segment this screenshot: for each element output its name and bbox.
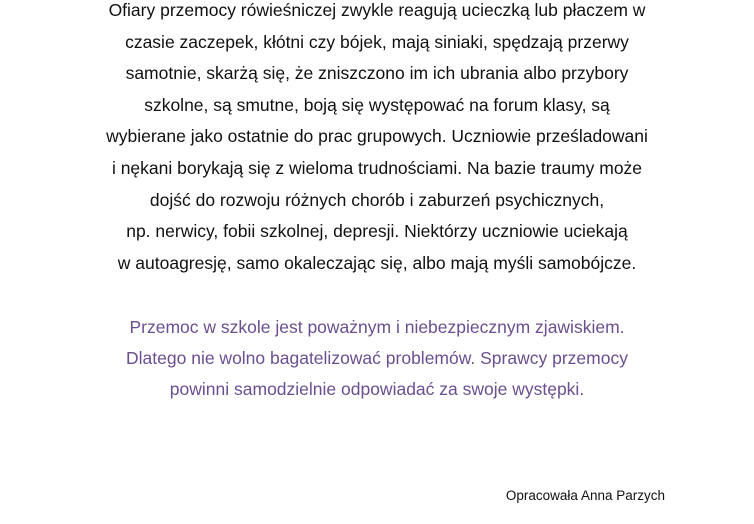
main-paragraph <box>40 0 714 279</box>
emphasis-line: Przemoc w szkole jest poważnym i niebezpiecznym zjawiskiem. <box>129 317 625 337</box>
emphasis-line: powinni samodzielnie odpowiadać za swoje występki. <box>169 379 585 399</box>
paragraph-line: w autoagresję, samo okaleczając się, albo mają myśli samobójcze. <box>117 252 637 273</box>
paragraph-line: i nękani borykają się z wieloma trudnościami. Na bazie traumy może <box>111 157 643 178</box>
paragraph-line: czasie zaczepek, kłótni czy bójek, mają siniaki, spędzają przerwy <box>125 31 629 52</box>
author-credit: Opracowała Anna Parzych <box>505 488 665 503</box>
paragraph-line: dojść do rozwoju różnych chorób i zaburzeń psychicznych, <box>149 189 605 210</box>
paragraph-line: np. nerwicy, fobii szkolnej, depresji. Niektórzy uczniowie uciekają <box>126 221 628 242</box>
paragraph-line: Ofiary przemocy rówieśniczej zwykle reagują ucieczką lub płaczem w <box>108 0 646 20</box>
emphasis-line: Dlatego nie wolno bagatelizować problemów. Sprawcy przemocy <box>126 348 628 368</box>
paragraph-line: szkolne, są smutne, boją się występować na forum klasy, są <box>144 94 610 115</box>
paragraph-line: samotnie, skarżą się, że zniszczono im ich ubrania albo przybory <box>125 63 629 84</box>
paragraph-line: wybierane jako ostatnie do prac grupowych. Uczniowie prześladowani <box>106 126 648 147</box>
emphasis-paragraph <box>40 312 714 405</box>
